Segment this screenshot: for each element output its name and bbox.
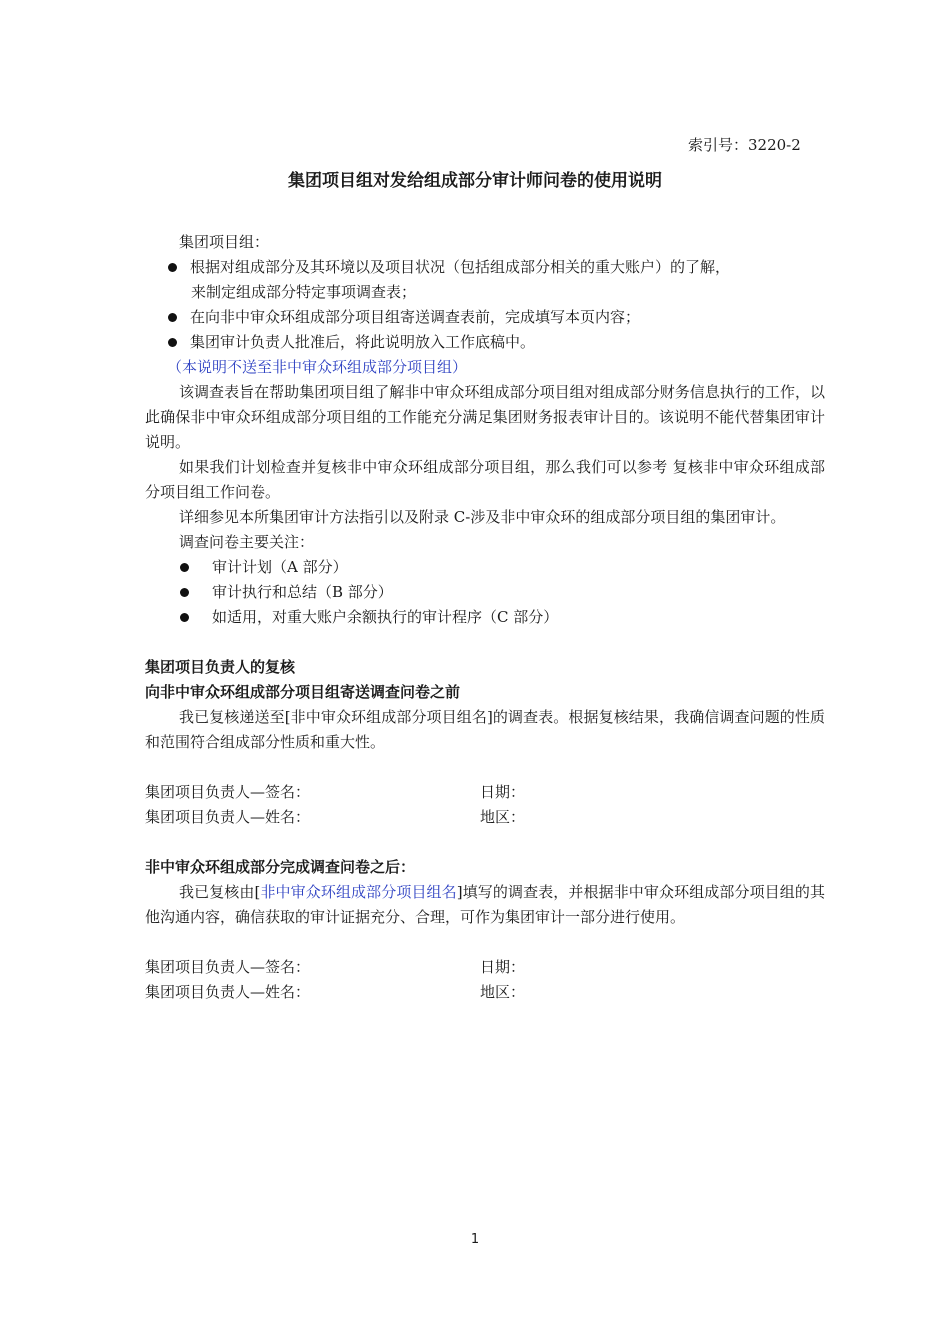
focus-item-text: 审计计划（A 部分） xyxy=(212,558,348,576)
paragraph-review-plan: 如果我们计划检查并复核非中审众环组成部分项目组，那么我们可以参考 复核非中审众环组成部分项目组工作问卷。 xyxy=(145,458,825,501)
page-number: 1 xyxy=(470,1232,480,1247)
intro-bullet-3 xyxy=(145,330,825,355)
component-team-name-placeholder: 非中审众环组成部分项目组名 xyxy=(260,883,457,901)
focus-label: 调查问卷主要关注： xyxy=(179,533,315,551)
index-number: 索引号：3220-2 xyxy=(688,136,801,154)
intro-bullet-2 xyxy=(145,305,825,330)
intro-bullet-text: 根据对组成部分及其环境以及项目状况（包括组成部分相关的重大账户）的了解， xyxy=(190,258,731,276)
intro-label: 集团项目组： xyxy=(179,233,270,251)
bullet-dot-icon xyxy=(168,263,177,272)
sign-label: 集团项目负责人—签名： xyxy=(145,958,311,976)
region-label: 地区： xyxy=(480,983,526,1001)
focus-item-text: 审计执行和总结（B 部分） xyxy=(212,583,393,601)
bullet-dot-icon xyxy=(168,338,177,347)
bullet-dot-icon xyxy=(168,313,177,322)
name-label: 集团项目负责人—姓名： xyxy=(145,983,311,1001)
paragraph-purpose: 该调查表旨在帮助集团项目组了解非中审众环组成部分项目组对组成部分财务信息执行的工作，以此确保非中审众环组成部分项目组的工作能充分满足集团财务报表审计目的。该说明不能代替集团审计说明。 xyxy=(145,383,825,451)
review-after-text xyxy=(145,880,825,930)
review-after-text-prefix: 我已复核由[ xyxy=(179,883,261,901)
intro-bullet-continuation: 来制定组成部分特定事项调查表； xyxy=(191,283,417,301)
review-after-text-suffix: ]填写的调查表，并根据非中审众环组成部分项目组的其他沟通内容，确信获取的审计证据充分、合理，可作为集团审计一部分进行使用。 xyxy=(145,883,825,926)
document-body xyxy=(145,230,825,1005)
signature-row xyxy=(145,955,825,980)
bullet-dot-icon xyxy=(180,563,189,572)
focus-item-text: 如适用，对重大账户余额执行的审计程序（C 部分） xyxy=(212,608,559,626)
focus-item xyxy=(145,580,825,605)
paragraph-reference: 详细参见本所集团审计方法指引以及附录 C-涉及非中审众环的组成部分项目组的集团审计。 xyxy=(179,508,786,526)
intro-note: （本说明不送至非中审众环组成部分项目组） xyxy=(167,358,468,376)
name-label: 集团项目负责人—姓名： xyxy=(145,808,311,826)
date-label: 日期： xyxy=(480,783,526,801)
region-label: 地区： xyxy=(480,808,526,826)
name-row xyxy=(145,980,825,1005)
date-label: 日期： xyxy=(480,958,526,976)
review-before-text: 我已复核递送至[非中审众环组成部分项目组名]的调查表。根据复核结果，我确信调查问题的性质和范围符合组成部分性质和重大性。 xyxy=(145,708,825,751)
bullet-dot-icon xyxy=(180,588,189,597)
intro-bullet-text: 在向非中审众环组成部分项目组寄送调查表前，完成填写本页内容； xyxy=(190,308,641,326)
document-title: 集团项目组对发给组成部分审计师问卷的使用说明 xyxy=(288,171,662,191)
review-heading: 集团项目负责人的复核 xyxy=(145,658,296,676)
review-before-heading: 向非中审众环组成部分项目组寄送调查问卷之前 xyxy=(145,683,461,701)
bullet-dot-icon xyxy=(180,613,189,622)
name-row xyxy=(145,805,825,830)
sign-label: 集团项目负责人—签名： xyxy=(145,783,311,801)
intro-bullet-text: 集团审计负责人批准后，将此说明放入工作底稿中。 xyxy=(190,333,536,351)
focus-item xyxy=(145,555,825,580)
signature-row xyxy=(145,780,825,805)
focus-item xyxy=(145,605,825,630)
intro-bullet-1 xyxy=(145,255,825,280)
review-after-heading: 非中审众环组成部分完成调查问卷之后： xyxy=(145,858,416,876)
